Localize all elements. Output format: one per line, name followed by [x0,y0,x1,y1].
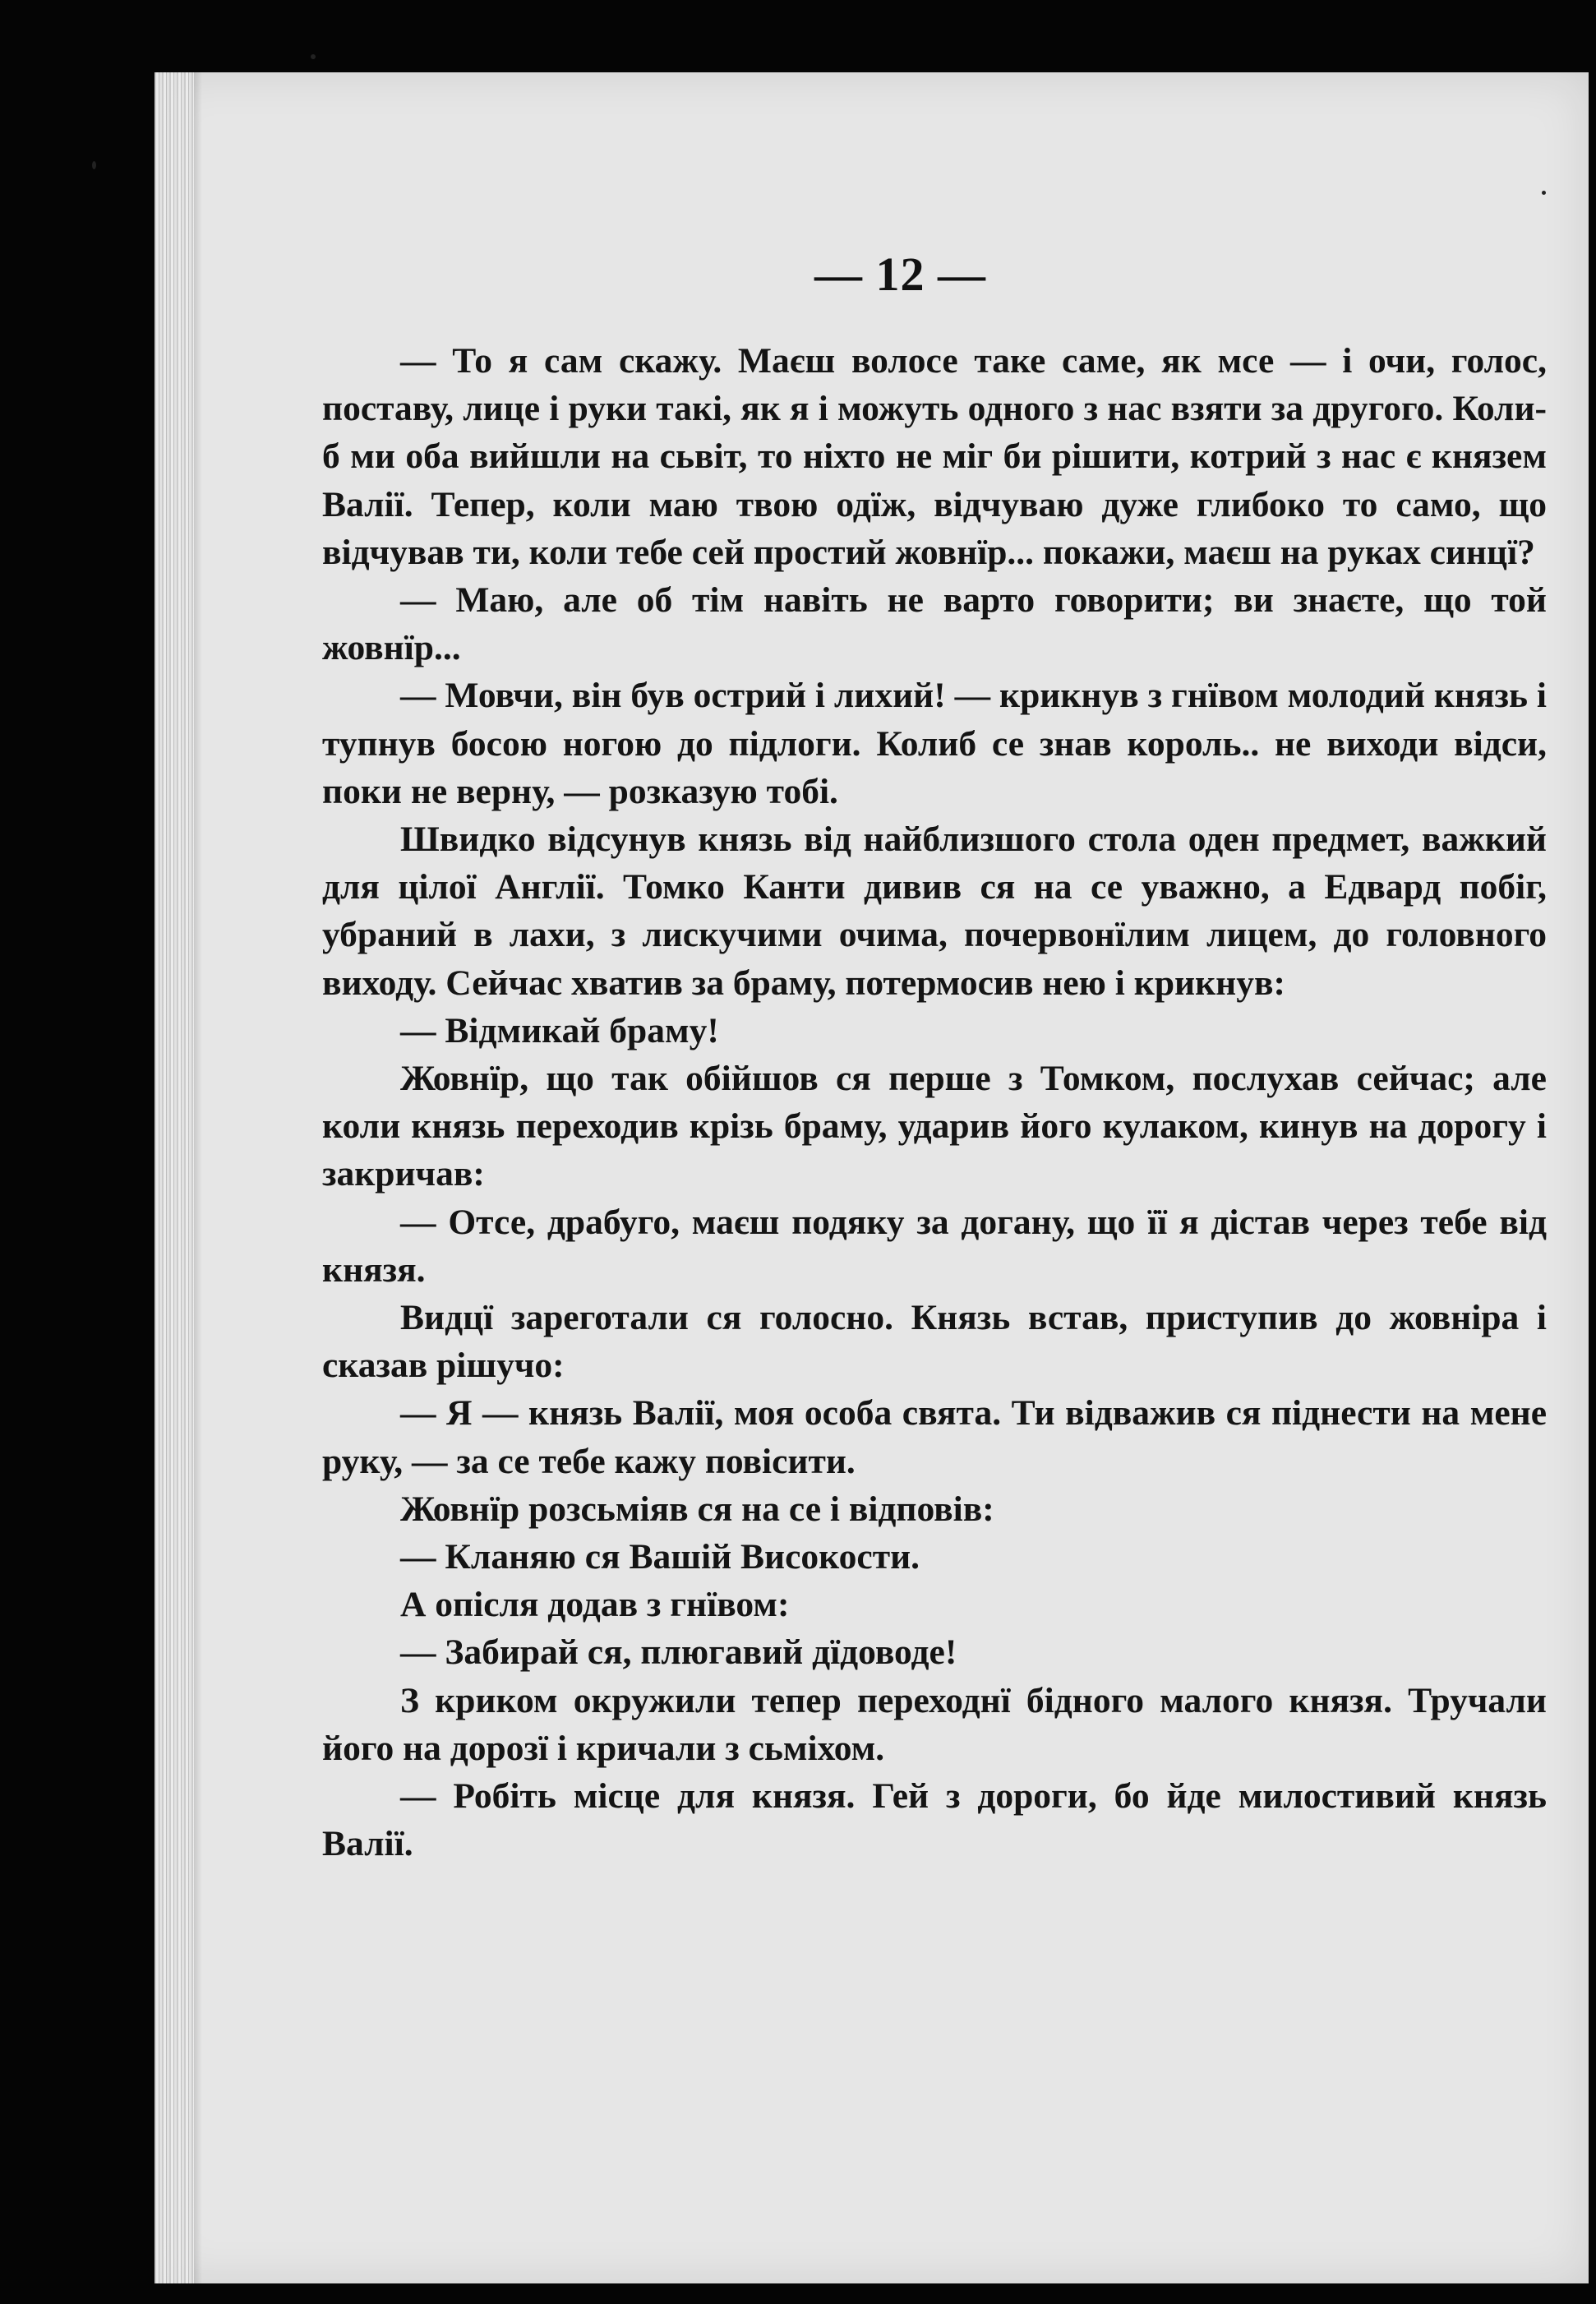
paragraph: Жовнїр, що так обійшов ся перше з Томком, послухав сейчас; але коли князь переходив крізь браму, ударив його кулаком, кинув на дорогу і закричав: [322,1059,1547,1194]
paragraph: З криком окружили тепер переходнї бідного малого князя. Тручали його на дорозї і кричали з сьміхом. [322,1680,1547,1768]
paragraph: Швидко відсунув князь від найблизшого стола оден предмет, важкий для цілої Англії. Томко Канти дивив ся на се уважно, а Едвард побіг, убраний в лахи, з лискучими очима, почервонїлим лицем, до головного виходу. Сейчас хватив за браму, потермосив нею і крикнув: [322,820,1547,1003]
scan-speck [311,54,316,59]
paragraph: — Мовчи, він був острий і лихий! — крикнув з гнївом молодий князь і тупнув босою ногою до підлоги. Колиб се знав король.. не виходи відси, поки не верну, — розказую тобі. [322,676,1547,811]
book-page [155,72,1589,2283]
paragraph: — То я сам скажу. Маєш волосе таке саме, як мсе — і очи, голос, поставу, лице і руки такі, як я і можуть одного з нас взяти за другого. Коли-б ми оба вийшли на сьвіт, то ніхто не міг би рішити, котрий з нас є князем Валії. Тепер, коли маю твою одїж, відчуваю дуже глибоко то само, що відчував ти, коли тебе сей простий жовнїр... покажи, маєш на руках синцї? [322,341,1547,572]
paragraph: Жовнїр розсьміяв ся на се і відповів: [400,1489,994,1529]
page-gutter-shadow [194,72,202,2283]
paragraph: — Відмикай браму! [400,1010,719,1050]
paragraph: — Я — князь Валії, моя особа свята. Ти відважив ся піднести на мене руку, — за се тебе кажу повісити. [322,1393,1547,1481]
paragraph: — Кланяю ся Вашій Високости. [400,1537,920,1577]
page-number: — 12 — [814,247,986,301]
page-stack-edges [155,72,194,2283]
scan-speck [92,161,96,169]
paragraph: — Маю, але об тім навіть не варто говорити; ви знаєте, що той жовнїр... [322,580,1547,668]
paragraph: — Отсе, драбуго, маєш подяку за догану, що її я дістав через тебе від князя. [322,1202,1547,1290]
paragraph: Видцї зареготали ся голосно. Князь встав, приступив до жовніра і сказав рішучо: [322,1298,1547,1386]
scan-speck [1542,191,1546,195]
paragraph: — Забирай ся, плюгавий дїдоводе! [400,1632,957,1673]
paragraph: А опісля додав з гнївом: [400,1585,790,1625]
page-body-text [322,337,1547,1868]
paragraph: — Робіть місце для князя. Гей з дороги, бо йде милостивий князь Валії. [322,1776,1547,1864]
